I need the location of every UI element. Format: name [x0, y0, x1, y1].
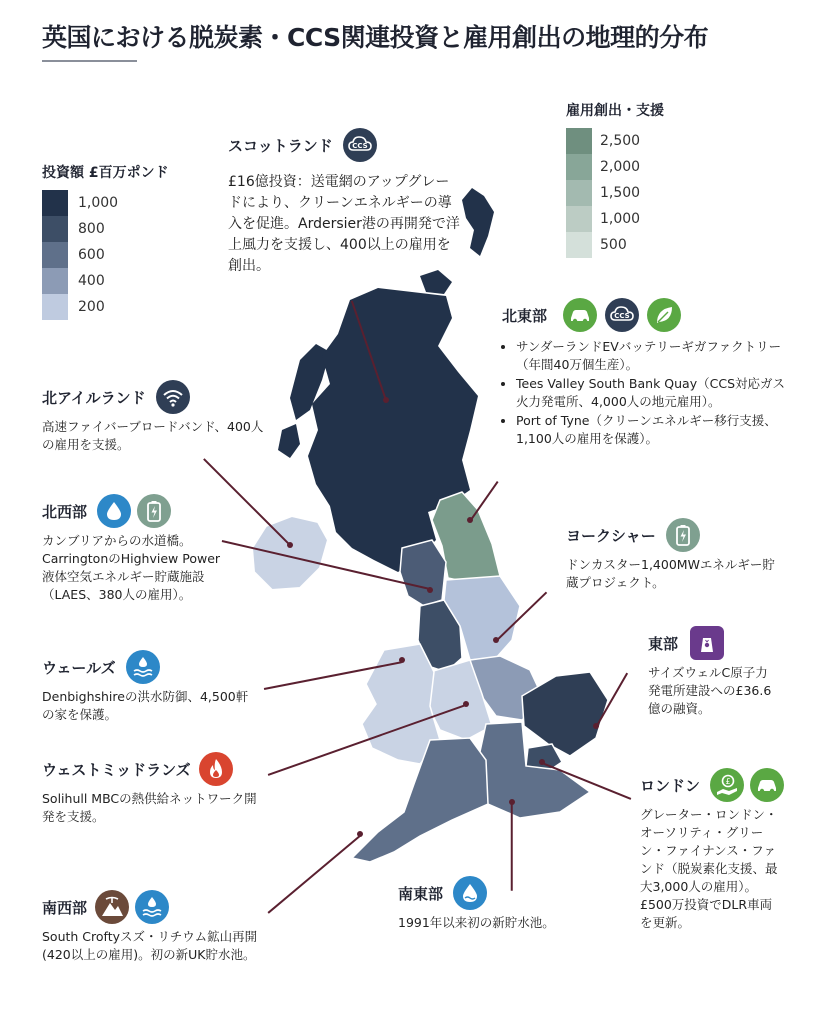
jobs-label-2500: 2,500	[600, 133, 641, 149]
leaf-icon	[647, 298, 681, 332]
wales-text: Denbighshireの洪水防御、4,500軒の家を保護。	[42, 689, 249, 722]
jobs-legend	[566, 100, 664, 258]
scotland-name: スコットランド	[228, 136, 333, 155]
investment-swatch-400	[42, 268, 68, 294]
region-northern-ireland	[42, 380, 267, 454]
mining-icon	[95, 890, 129, 924]
south-east-text: 1991年以来初の新貯水池。	[398, 915, 555, 930]
northern-ireland-name: 北アイルランド	[42, 388, 146, 407]
region-north-east	[502, 298, 787, 449]
south-east-name: 南東部	[398, 884, 444, 903]
investment-swatch-200	[42, 294, 68, 320]
money-hand-icon	[710, 768, 744, 802]
wales-name: ウェールズ	[42, 658, 116, 677]
region-west-midlands	[42, 752, 262, 826]
jobs-swatch-500	[566, 232, 592, 258]
north-east-bullet-2: • Tees Valley South Bank Quay（CCS対応ガス火力発電所、4,000人の地元雇用）。	[516, 375, 787, 411]
jobs-swatch-2000	[566, 154, 592, 180]
north-east-bullet-3: • Port of Tyne（クリーンエネルギー移行支援、1,100人の雇用を保護）。	[516, 412, 787, 448]
investment-label-200: 200	[78, 299, 105, 315]
page-title: 英国における脱炭素・CCS関連投資と雇用創出の地理的分布	[42, 23, 709, 52]
svg-text:CCS: CCS	[351, 142, 368, 150]
south-west-text: South Croftyスズ・リチウム鉱山再開 (420以上の雇用)。初の新UK貯水池。	[42, 929, 258, 962]
ev-car-icon	[563, 298, 597, 332]
water-waves-icon	[126, 650, 160, 684]
investment-label-600: 600	[78, 247, 105, 263]
region-east	[648, 626, 778, 718]
investment-legend	[42, 162, 169, 320]
region-south-west	[42, 890, 282, 964]
west-midlands-name: ウェストミッドランズ	[42, 760, 191, 779]
east-text: サイズウェルC原子力発電所建設への£36.6億の融資。	[648, 665, 772, 716]
northern-ireland-text: 高速ファイバーブロードバンド、400人の雇用を支援。	[42, 419, 264, 452]
ev-car-icon	[750, 768, 784, 802]
jobs-swatch-1500	[566, 180, 592, 206]
map-shetland	[462, 188, 494, 256]
water-drop-icon	[97, 494, 131, 528]
north-east-bullet-1: • サンダーランドEVバッテリーギガファクトリー（年間40万個生産）。	[516, 338, 787, 374]
region-wales	[42, 650, 257, 724]
region-north-west	[42, 494, 232, 604]
london-text: グレーター・ロンドン・オーソリティ・グリーン・ファイナンス・ファンド（脱炭素化支援、最大3,000人の雇用）。£500万投資でDLR車両を更新。	[640, 807, 778, 930]
svg-text:£: £	[725, 777, 731, 786]
scotland-text: £16億投資：送電網のアップグレードにより、クリーンエネルギーの導入を促進。Ardersier港の再開発で洋上風力を支援し、400以上の雇用を創出。	[228, 174, 460, 274]
nuclear-icon	[690, 626, 724, 660]
ccs-icon	[343, 128, 377, 162]
map-north-west-north	[400, 540, 446, 606]
map-northern-ireland	[252, 516, 328, 590]
north-west-text: カンブリアからの水道橋。CarringtonのHighview Power液体空気エネルギー貯蔵施設（LAES、380人の雇用）。	[42, 533, 221, 602]
water-drop-icon	[453, 876, 487, 910]
jobs-legend-title: 雇用創出・支援	[566, 103, 664, 119]
north-west-name: 北西部	[42, 502, 88, 521]
jobs-label-1000: 1,000	[600, 211, 641, 227]
ccs-icon	[605, 298, 639, 332]
svg-text:CCS: CCS	[614, 312, 630, 320]
jobs-label-500: 500	[600, 237, 627, 253]
region-yorkshire	[566, 518, 781, 592]
south-west-name: 南西部	[42, 898, 88, 917]
region-scotland	[228, 128, 460, 277]
jobs-swatch-1000	[566, 206, 592, 232]
yorkshire-text: ドンカスター1,400MWエネルギー貯蔵プロジェクト。	[566, 557, 775, 590]
region-south-east	[398, 876, 598, 932]
west-midlands-text: Solihull MBCの熱供給ネットワーク開発を支援。	[42, 791, 257, 824]
jobs-swatch-2500	[566, 128, 592, 154]
north-east-name: 北東部	[502, 306, 548, 325]
investment-label-800: 800	[78, 221, 105, 237]
investment-swatch-600	[42, 242, 68, 268]
investment-swatch-1000	[42, 190, 68, 216]
battery-icon	[666, 518, 700, 552]
flame-icon	[199, 752, 233, 786]
investment-swatch-800	[42, 216, 68, 242]
investment-label-400: 400	[78, 273, 105, 289]
jobs-label-2000: 2,000	[600, 159, 641, 175]
water-waves-icon	[135, 890, 169, 924]
wifi-icon	[156, 380, 190, 414]
london-name: ロンドン	[640, 776, 701, 795]
east-name: 東部	[648, 634, 679, 653]
jobs-label-1500: 1,500	[600, 185, 641, 201]
battery-icon	[137, 494, 171, 528]
yorkshire-name: ヨークシャー	[566, 526, 656, 545]
investment-label-1000: 1,000	[78, 195, 119, 211]
investment-legend-title: 投資額 £百万ポンド	[42, 165, 169, 181]
map-hebrides-2	[278, 424, 300, 458]
region-london	[640, 768, 780, 932]
